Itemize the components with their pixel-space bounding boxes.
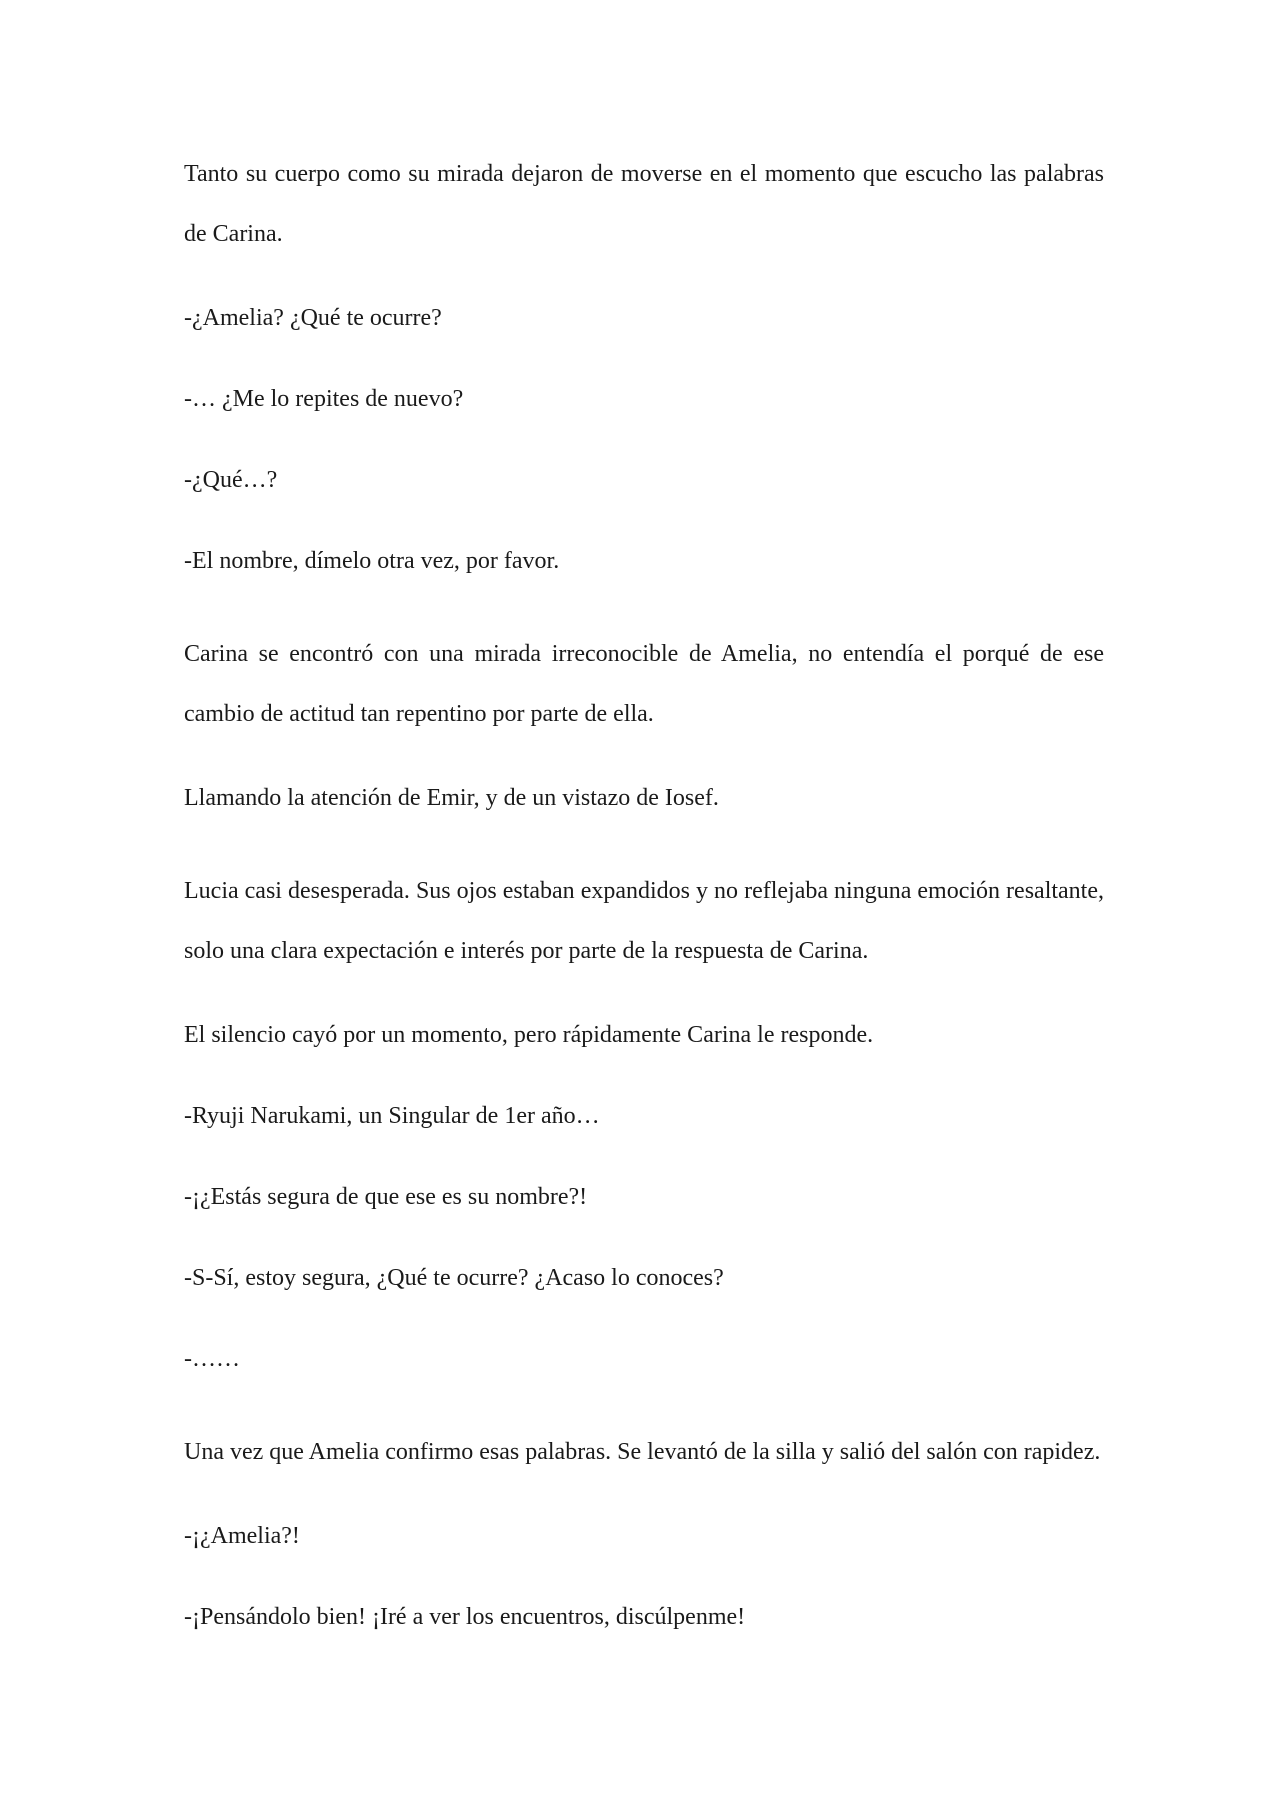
paragraph: El silencio cayó por un momento, pero rápidamente Carina le responde. bbox=[184, 1022, 874, 1048]
paragraph: -S-Sí, estoy segura, ¿Qué te ocurre? ¿Acaso lo conoces? bbox=[184, 1265, 724, 1291]
paragraph: -¡¿Amelia?! bbox=[184, 1523, 300, 1549]
paragraph: -¿Qué…? bbox=[184, 467, 278, 493]
paragraph: -¿Amelia? ¿Qué te ocurre? bbox=[184, 305, 442, 331]
paragraph: -¡Pensándolo bien! ¡Iré a ver los encuentros, discúlpenme! bbox=[184, 1604, 746, 1630]
paragraph: Carina se encontró con una mirada irreconocible de Amelia, no entendía el porqué de ese cambio de actitud tan repentino por parte de ella. bbox=[184, 641, 1104, 727]
paragraph: Una vez que Amelia confirmo esas palabras. Se levantó de la silla y salió del salón con rapidez. bbox=[184, 1439, 1101, 1465]
paragraph: Lucia casi desesperada. Sus ojos estaban expandidos y no reflejaba ninguna emoción resaltante, solo una clara expectación e interés por parte de la respuesta de Carina. bbox=[184, 878, 1104, 964]
document-body bbox=[184, 144, 1104, 1680]
paragraph: -El nombre, dímelo otra vez, por favor. bbox=[184, 548, 560, 574]
paragraph: -¡¿Estás segura de que ese es su nombre?! bbox=[184, 1184, 588, 1210]
paragraph: Tanto su cuerpo como su mirada dejaron de moverse en el momento que escucho las palabras de Carina. bbox=[184, 161, 1104, 247]
paragraph: Llamando la atención de Emir, y de un vistazo de Iosef. bbox=[184, 785, 719, 811]
paragraph: -… ¿Me lo repites de nuevo? bbox=[184, 386, 464, 412]
paragraph: -Ryuji Narukami, un Singular de 1er año… bbox=[184, 1103, 600, 1129]
paragraph: -…… bbox=[184, 1346, 240, 1372]
